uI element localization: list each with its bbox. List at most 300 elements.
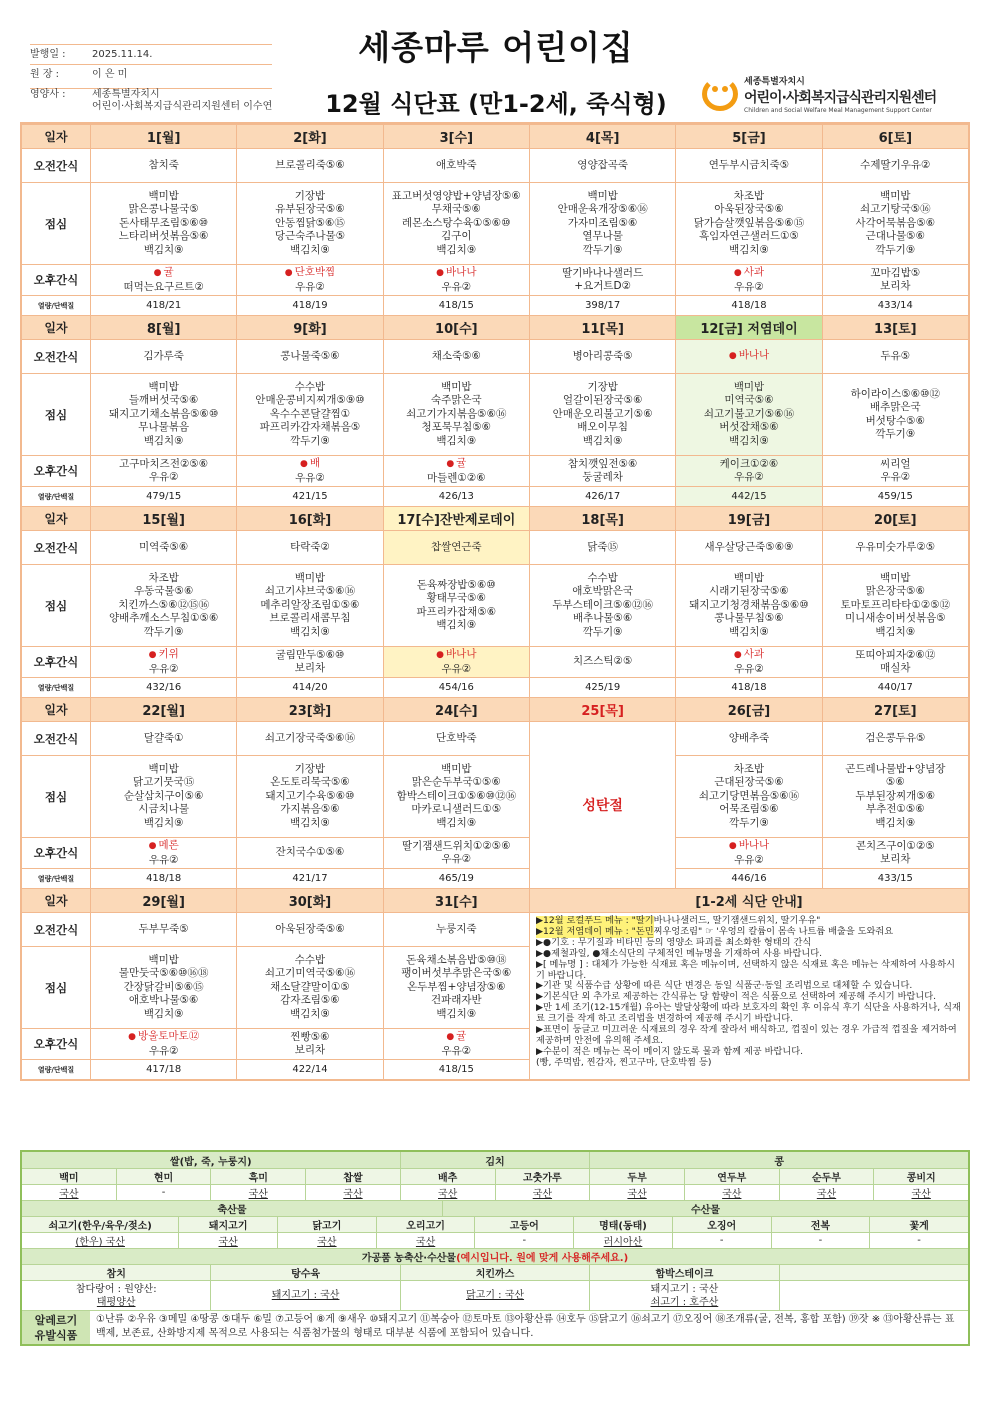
snack: 두유⑤	[880, 349, 911, 362]
page-header	[0, 0, 992, 118]
pm-cell	[675, 837, 821, 868]
origin-item-head: 두부	[589, 1169, 684, 1184]
dish: 미역국⑤⑥	[724, 394, 774, 407]
origin-item-value: 국산	[376, 1233, 475, 1248]
lunch-cell	[90, 946, 236, 1028]
day-header: 24[수]	[383, 698, 529, 721]
dish: 레몬소스탕수육①⑤⑥⑩	[401, 216, 511, 229]
nut-cell	[236, 868, 382, 888]
dish: 온도토리묵국⑤⑥	[270, 776, 350, 789]
nut-cell	[236, 1059, 382, 1079]
week-header-row	[22, 124, 968, 148]
lunch-cell	[90, 182, 236, 264]
snack: 398/17	[585, 299, 621, 311]
dish: 백김치⑨	[729, 434, 769, 447]
snack: 양배추죽	[728, 731, 770, 744]
guide-line: (빵, 주먹밥, 찐감자, 찐고구마, 단호박찜 등)	[535, 1056, 712, 1068]
nut-cell	[529, 677, 675, 697]
lunch-cell	[822, 755, 968, 837]
origin-table	[20, 1150, 970, 1346]
dish: 김구이	[441, 230, 472, 243]
origin-item-value: -	[869, 1233, 968, 1248]
guide-line: ▶기본식단 외 추가로 제공하는 간식류는 당 함량이 적은 식품으로 선택하여 제공해 주시기 바랍니다.	[535, 991, 937, 1003]
am-cell	[236, 148, 382, 182]
snack: 보리차	[880, 853, 911, 865]
day-header: 12[금] 저염데이	[675, 316, 821, 339]
day-header: 27[토]	[822, 698, 968, 721]
day-header: 10[수]	[383, 316, 529, 339]
dish: 백김치⑨	[436, 619, 477, 631]
guide-header: [1-2세 식단 안내]	[529, 889, 968, 912]
dish: 백미밥	[148, 380, 179, 393]
dish: 버섯탕수⑤⑥	[865, 414, 926, 427]
week-body	[22, 721, 968, 888]
nut-cell	[675, 677, 821, 697]
snack: 꼬마김밥⑤	[870, 266, 921, 279]
origin-item-value: 국산	[400, 1185, 495, 1200]
dish: 온두부찜+양념장⑤⑥	[407, 980, 506, 993]
lunch-cell	[236, 946, 382, 1028]
row-label: 열량/단백질	[22, 868, 90, 888]
pm-cell	[822, 646, 968, 677]
nut-cell	[822, 486, 968, 506]
dish: 파프리카감자채볶음⑤	[259, 421, 361, 434]
dish: 돼지고기청경채볶음⑤⑥⑩	[689, 598, 809, 611]
snack: 465/19	[438, 872, 474, 884]
snack: ● 바나나	[436, 266, 476, 281]
am-cell	[383, 339, 529, 373]
row-label: 점심	[22, 755, 90, 837]
nut-cell	[822, 677, 968, 697]
dish: ⑤⑥	[885, 776, 905, 789]
dish: 백김치⑨	[290, 1007, 330, 1020]
nut-cell	[383, 295, 529, 315]
snack: ● 메론	[149, 839, 179, 854]
dish: 깍두기⑨	[290, 434, 330, 447]
snack: 우유②	[295, 280, 325, 293]
snack: 422/14	[292, 1063, 328, 1075]
dish: 깍두기⑨	[582, 243, 623, 256]
pm-cell	[529, 455, 675, 486]
dish: 부추전①⑤⑥	[865, 803, 925, 816]
dish: 백김치⑨	[436, 243, 477, 256]
holiday-cell: 성탄절	[529, 721, 675, 888]
origin-item-head: 오징어	[672, 1217, 771, 1232]
am-cell	[675, 148, 821, 182]
day-label: 일자	[44, 321, 68, 335]
dish: 숙주맑은국	[430, 394, 482, 407]
snack: ● 귤	[446, 1030, 466, 1045]
snack: 아욱된장죽⑤⑥	[275, 922, 345, 935]
dish: 쇠고기당면볶음⑤⑥⑯	[698, 789, 800, 802]
origin-item-value: 국산	[684, 1185, 779, 1200]
snack: 영양잡곡죽	[577, 158, 629, 171]
day-header: 2[화]	[236, 125, 382, 148]
snack: 우유②	[734, 662, 764, 675]
dish: 근대된장국⑤⑥	[714, 776, 784, 789]
day-label: 일자	[44, 703, 68, 717]
snack: 콘치즈구이①②⑤	[855, 839, 935, 852]
pm-cell	[90, 837, 236, 868]
dish: 쇠고기탕국⑤⑯	[860, 203, 931, 216]
dish: 돼지고기채소볶음⑤⑥⑩	[108, 407, 219, 420]
dish: 깍두기⑨	[875, 243, 916, 256]
day-header: 20[토]	[822, 507, 968, 530]
origin-item-value: 국산	[210, 1185, 305, 1200]
dish: 치킨까스⑤⑥⑫⑮⑯	[118, 598, 210, 611]
dish: 물만둣국⑤⑥⑩⑯⑱	[118, 967, 209, 980]
lunch-cell	[822, 182, 968, 264]
am-cell	[822, 721, 968, 755]
snack: ● 사과	[734, 266, 764, 281]
dish: 맑은콩나물국⑤	[128, 203, 199, 216]
origin-item-head: 콩비지	[873, 1169, 968, 1184]
menu-table	[20, 122, 970, 1081]
day-header: 16[화]	[236, 507, 382, 530]
day-header: 4[목]	[529, 125, 675, 148]
origin-item-value: 국산	[178, 1233, 277, 1248]
origin-item-value: -	[116, 1185, 211, 1200]
dish: 함박스테이크①⑤⑥⑩⑫⑯	[396, 789, 517, 802]
snack: 단호박죽	[436, 731, 477, 744]
am-cell	[90, 339, 236, 373]
dish: 배추맑은국	[869, 401, 921, 413]
snack: 418/15	[438, 299, 474, 311]
snack: 우유②	[441, 1044, 472, 1057]
snack: ● 사과	[734, 648, 764, 663]
nut-cell	[90, 677, 236, 697]
snack: 참치죽	[148, 158, 179, 171]
dish: 수수밥	[294, 380, 326, 393]
dish: 안동찜닭⑤⑥⑮	[275, 216, 345, 229]
pm-cell	[675, 646, 821, 677]
proc-value: 닭고기 : 국산	[400, 1281, 589, 1310]
week-header-row	[22, 315, 968, 339]
am-cell	[529, 530, 675, 564]
snack: 보리차	[294, 1044, 326, 1056]
dish: 백김치⑨	[290, 816, 330, 829]
snack: 우유②	[734, 471, 764, 483]
lunch-cell	[675, 373, 821, 455]
snack: 우유②	[441, 853, 472, 865]
snack: 케이크①②⑥	[719, 457, 779, 470]
snack: 우유②	[148, 853, 179, 866]
snack: 426/17	[585, 490, 621, 502]
snack: ● 바나나	[436, 648, 476, 663]
dish: 백미밥	[441, 380, 472, 393]
snack: 418/15	[438, 1063, 474, 1075]
day-header: 26[금]	[675, 698, 821, 721]
snack: 우유②	[295, 471, 325, 484]
pm-cell	[90, 1028, 236, 1059]
week-header-row	[22, 888, 968, 912]
lunch-cell	[675, 564, 821, 646]
dish: 쇠고기미역국⑤⑥⑯	[264, 967, 356, 980]
week-header-row	[22, 506, 968, 530]
snack: 연두부시금치죽⑤	[708, 158, 790, 171]
am-cell	[236, 530, 382, 564]
snack: 433/14	[877, 299, 913, 311]
pm-cell	[90, 264, 236, 295]
dish: 두부스테이크⑤⑥⑫⑯	[552, 598, 653, 611]
am-cell	[529, 148, 675, 182]
origin-item-head: 닭고기	[277, 1217, 376, 1232]
day-header: 6[토]	[822, 125, 968, 148]
dish: 백김치⑨	[143, 434, 184, 447]
snack: 둥굴레차	[582, 471, 623, 483]
dish: 돼지고기수육⑤⑥⑩	[265, 789, 355, 802]
week-body	[22, 339, 968, 506]
row-label: 오후간식	[22, 646, 90, 677]
dish: 가지볶음⑤⑥	[280, 803, 340, 816]
origin-item-value: -	[771, 1233, 870, 1248]
dish: 감자조림⑤⑥	[280, 994, 340, 1007]
pm-cell	[383, 455, 529, 486]
lunch-cell	[383, 755, 529, 837]
nut-cell	[90, 868, 236, 888]
am-cell	[236, 912, 382, 946]
week-body	[22, 530, 968, 697]
snack: 잔치국수①⑤⑥	[275, 846, 345, 859]
day-header: 11[목]	[529, 316, 675, 339]
row-label: 오후간식	[22, 455, 90, 486]
origin-item-value: 러시아산	[573, 1233, 672, 1248]
dish: 메추리알장조림①⑤⑥	[260, 598, 360, 611]
guide-line: ▶●제철과일, ●채소식단의 구체적인 메뉴명을 기재하여 사용 바랍니다.	[535, 947, 823, 959]
day-header: 8[월]	[90, 316, 236, 339]
dish: 미니새송이버섯볶음⑤	[844, 612, 946, 625]
dish: 마카로니샐러드①⑤	[411, 803, 502, 816]
dish: 백미밥	[733, 380, 765, 393]
pm-cell	[822, 455, 968, 486]
snack: ● 귤	[154, 266, 174, 281]
dish: 백미밥	[441, 762, 472, 775]
dish: 안매운육개장⑤⑥⑯	[557, 203, 648, 216]
pm-cell	[675, 264, 821, 295]
proc-head: 함박스테이크	[589, 1265, 778, 1280]
am-cell	[90, 148, 236, 182]
dish: 아욱된장국⑤⑥	[714, 203, 784, 216]
origin-item-head: 꽃게	[869, 1217, 968, 1232]
lunch-cell	[383, 373, 529, 455]
origin-item-head: 고등어	[474, 1217, 573, 1232]
snack: ● 귤	[446, 457, 466, 472]
pm-cell	[822, 837, 968, 868]
proc-value: 참다랑어 : 원양산: 태평양산	[75, 1283, 157, 1308]
dish: 깍두기⑨	[143, 625, 184, 638]
nut-cell	[529, 486, 675, 506]
snack: 우유②	[148, 662, 179, 675]
am-cell	[236, 339, 382, 373]
nut-cell	[90, 1059, 236, 1079]
snack: 우유②	[441, 662, 472, 675]
row-label: 열량/단백질	[22, 677, 90, 697]
origin-item-head: 전복	[771, 1217, 870, 1232]
day-header: 31[수]	[383, 889, 529, 912]
origin-item-head: 오리고기	[376, 1217, 475, 1232]
dish: 백미밥	[733, 571, 765, 584]
dish: 백미밥	[148, 762, 179, 775]
snack: 마들렌①②⑥	[426, 471, 486, 484]
snack: 씨리얼	[880, 457, 911, 470]
row-label: 오전간식	[22, 148, 90, 182]
lunch-cell	[822, 564, 968, 646]
am-cell	[675, 721, 821, 755]
origin-item-value: -	[672, 1233, 771, 1248]
origin-item-head: 돼지고기	[178, 1217, 277, 1232]
lunch-cell	[90, 564, 236, 646]
snack: 418/19	[292, 299, 328, 311]
row-label: 오후간식	[22, 837, 90, 868]
am-cell	[383, 148, 529, 182]
snack: 콩나물죽⑤⑥	[280, 349, 340, 362]
day-header: 25[목]	[529, 698, 675, 721]
snack: 누룽지죽	[436, 922, 477, 935]
lunch-cell	[383, 946, 529, 1028]
snack: 또띠아피자②⑥⑫	[855, 648, 936, 661]
snack: 굴림만두⑤⑥⑩	[275, 648, 345, 661]
nut-cell	[236, 677, 382, 697]
dish: 깍두기⑨	[875, 428, 916, 440]
snack: 달걀죽①	[143, 731, 184, 744]
origin-group-livestock: 축산물	[217, 1205, 247, 1216]
snack: 440/17	[877, 681, 913, 693]
dish: 간장닭갈비⑤⑥⑮	[123, 980, 204, 993]
dish: 차조밥	[733, 189, 765, 202]
guide-line: ▶12월 저염데이 메뉴 : "돈민찌우엉조림" ☞ '우엉의 칼륨이 몸속 나트륨 배출을 도와줘요	[536, 927, 962, 938]
processed-title: 가공품 농축산·수산물 (예시입니다. 원에 맞게 사용해주세요.)	[361, 1253, 629, 1264]
proc-head: 참치	[106, 1269, 126, 1280]
origin-item-head: 백미	[59, 1173, 79, 1184]
pm-cell	[90, 646, 236, 677]
day-header: 13[토]	[822, 316, 968, 339]
dish: 수수밥	[587, 571, 618, 584]
dish: 건파래자반	[430, 994, 482, 1007]
snack: 421/15	[292, 490, 328, 502]
dish: 쇠고기불고기⑤⑥⑯	[703, 407, 795, 420]
lunch-cell	[236, 182, 382, 264]
nut-cell	[383, 486, 529, 506]
snack: 418/18	[731, 299, 767, 311]
snack: 417/18	[146, 1063, 182, 1075]
snack: 우유②	[148, 1044, 179, 1057]
snack: 우유미숫가루②⑤	[855, 540, 936, 553]
snack: 446/16	[731, 872, 767, 884]
guide-line: ▶●기호 : 무기질과 비타민 등의 영양소 파괴를 최소화한 형태의 간식	[535, 936, 812, 948]
dish: 열무나물	[582, 230, 623, 243]
origin-item-value: 국산	[305, 1185, 400, 1200]
day-label: 일자	[44, 512, 68, 526]
row-label: 오전간식	[22, 912, 90, 946]
row-label: 점심	[22, 373, 90, 455]
dish: 시금치나물	[138, 803, 190, 816]
snack: ● 바나나	[729, 349, 769, 364]
dish: 청포묵무침⑤⑥	[421, 421, 492, 434]
pm-cell	[383, 1028, 529, 1059]
am-cell	[383, 530, 529, 564]
snack: 두부무죽⑤	[138, 922, 189, 935]
dish: 닭고기뭇국⑮	[133, 776, 195, 789]
page-subtitle: 12월 식단표 (만1-2세, 죽식형)	[325, 90, 667, 118]
dish: 근대나물⑤⑥	[865, 230, 926, 243]
pm-cell	[236, 455, 382, 486]
day-header: 18[목]	[529, 507, 675, 530]
dish: 맑은순두부국①⑤⑥	[411, 776, 501, 789]
lunch-cell	[236, 755, 382, 837]
dish: 파프리카잡채⑤⑥	[416, 605, 497, 618]
dish: 순살삼치구이⑤⑥	[123, 789, 204, 802]
am-cell	[383, 721, 529, 755]
day-label: 일자	[44, 894, 68, 908]
dish: 백김치⑨	[143, 1007, 184, 1020]
dish: 시래기된장국⑤⑥	[709, 585, 789, 598]
origin-item-value: 국산	[277, 1233, 376, 1248]
issue-date: 2025.11.14.	[92, 49, 153, 60]
row-label: 오후간식	[22, 264, 90, 295]
day-label: 일자	[44, 130, 68, 144]
dish: 돈사태무조림⑤⑥⑩	[119, 216, 209, 229]
pm-cell	[236, 264, 382, 295]
snack: 딸기잼샌드위치①②⑤⑥	[401, 839, 511, 852]
snack: 쇠고기장국죽⑤⑥⑯	[264, 731, 356, 744]
snack: 미역죽⑤⑥	[139, 540, 189, 553]
snack: 425/19	[585, 681, 621, 693]
pm-cell	[675, 455, 821, 486]
nut-cell	[822, 868, 968, 888]
day-header: 29[월]	[90, 889, 236, 912]
snack: 치즈스틱②⑤	[572, 655, 633, 668]
dish: 닭가슴살깻잎볶음⑤⑥⑮	[693, 216, 805, 229]
dish: 우동국물⑤⑥	[133, 585, 194, 598]
snack: 채소죽⑤⑥	[431, 349, 481, 362]
am-cell	[822, 530, 968, 564]
snack: 418/18	[731, 681, 767, 693]
dish: 백김치⑨	[875, 816, 916, 829]
snack: 참치깻잎전⑤⑥	[567, 457, 638, 470]
dish: 맑은장국⑤⑥	[865, 585, 926, 598]
dish: 콩나물무침⑤⑥	[714, 612, 784, 625]
guide-line: ▶12월 로컬푸드 메뉴 : "딸기바나나샐러드, 딸기잼샌드위치, 딸기우유"	[536, 916, 962, 927]
nut-cell	[675, 486, 821, 506]
dish: 기장밥	[294, 762, 326, 775]
dish: 백김치⑨	[729, 243, 769, 256]
week-header-row	[22, 697, 968, 721]
dish: 당근숙주나물⑤	[274, 230, 346, 243]
snack: 새우살당근죽⑤⑥⑨	[704, 540, 794, 553]
lunch-cell	[529, 564, 675, 646]
snack: 454/16	[438, 681, 474, 693]
origin-item-head: 쇠고기(한우/육우/젖소)	[48, 1221, 152, 1232]
am-cell	[90, 912, 236, 946]
issue-meta: 발행일 : 2025.11.14. 원 장 : 이 은 미 영양사 : 세종특별자치시 어린이·사회복지급식관리지원센터 이수연	[30, 44, 272, 113]
dish: 황태무국⑤⑥	[426, 592, 487, 604]
dish: 백김치⑨	[143, 816, 184, 829]
origin-group-bean: 콩	[589, 1152, 968, 1168]
snack: +요거트D②	[574, 280, 632, 292]
pm-cell	[383, 837, 529, 868]
am-cell	[90, 530, 236, 564]
day-header: 30[화]	[236, 889, 382, 912]
snack: 보리차	[294, 662, 326, 674]
origin-item-value: 국산	[589, 1185, 684, 1200]
snack: 떠먹는요구르트②	[123, 280, 204, 293]
nut-cell	[529, 295, 675, 315]
center-logo: 세종특별자치시 어린이·사회복지급식관리지원센터 Children and Social Welfare Meal Management Support Center	[702, 74, 936, 114]
dish: 안매운오리불고기⑤⑥	[552, 407, 653, 420]
row-label: 오전간식	[22, 339, 90, 373]
row-label: 점심	[22, 564, 90, 646]
snack: 418/18	[146, 872, 182, 884]
